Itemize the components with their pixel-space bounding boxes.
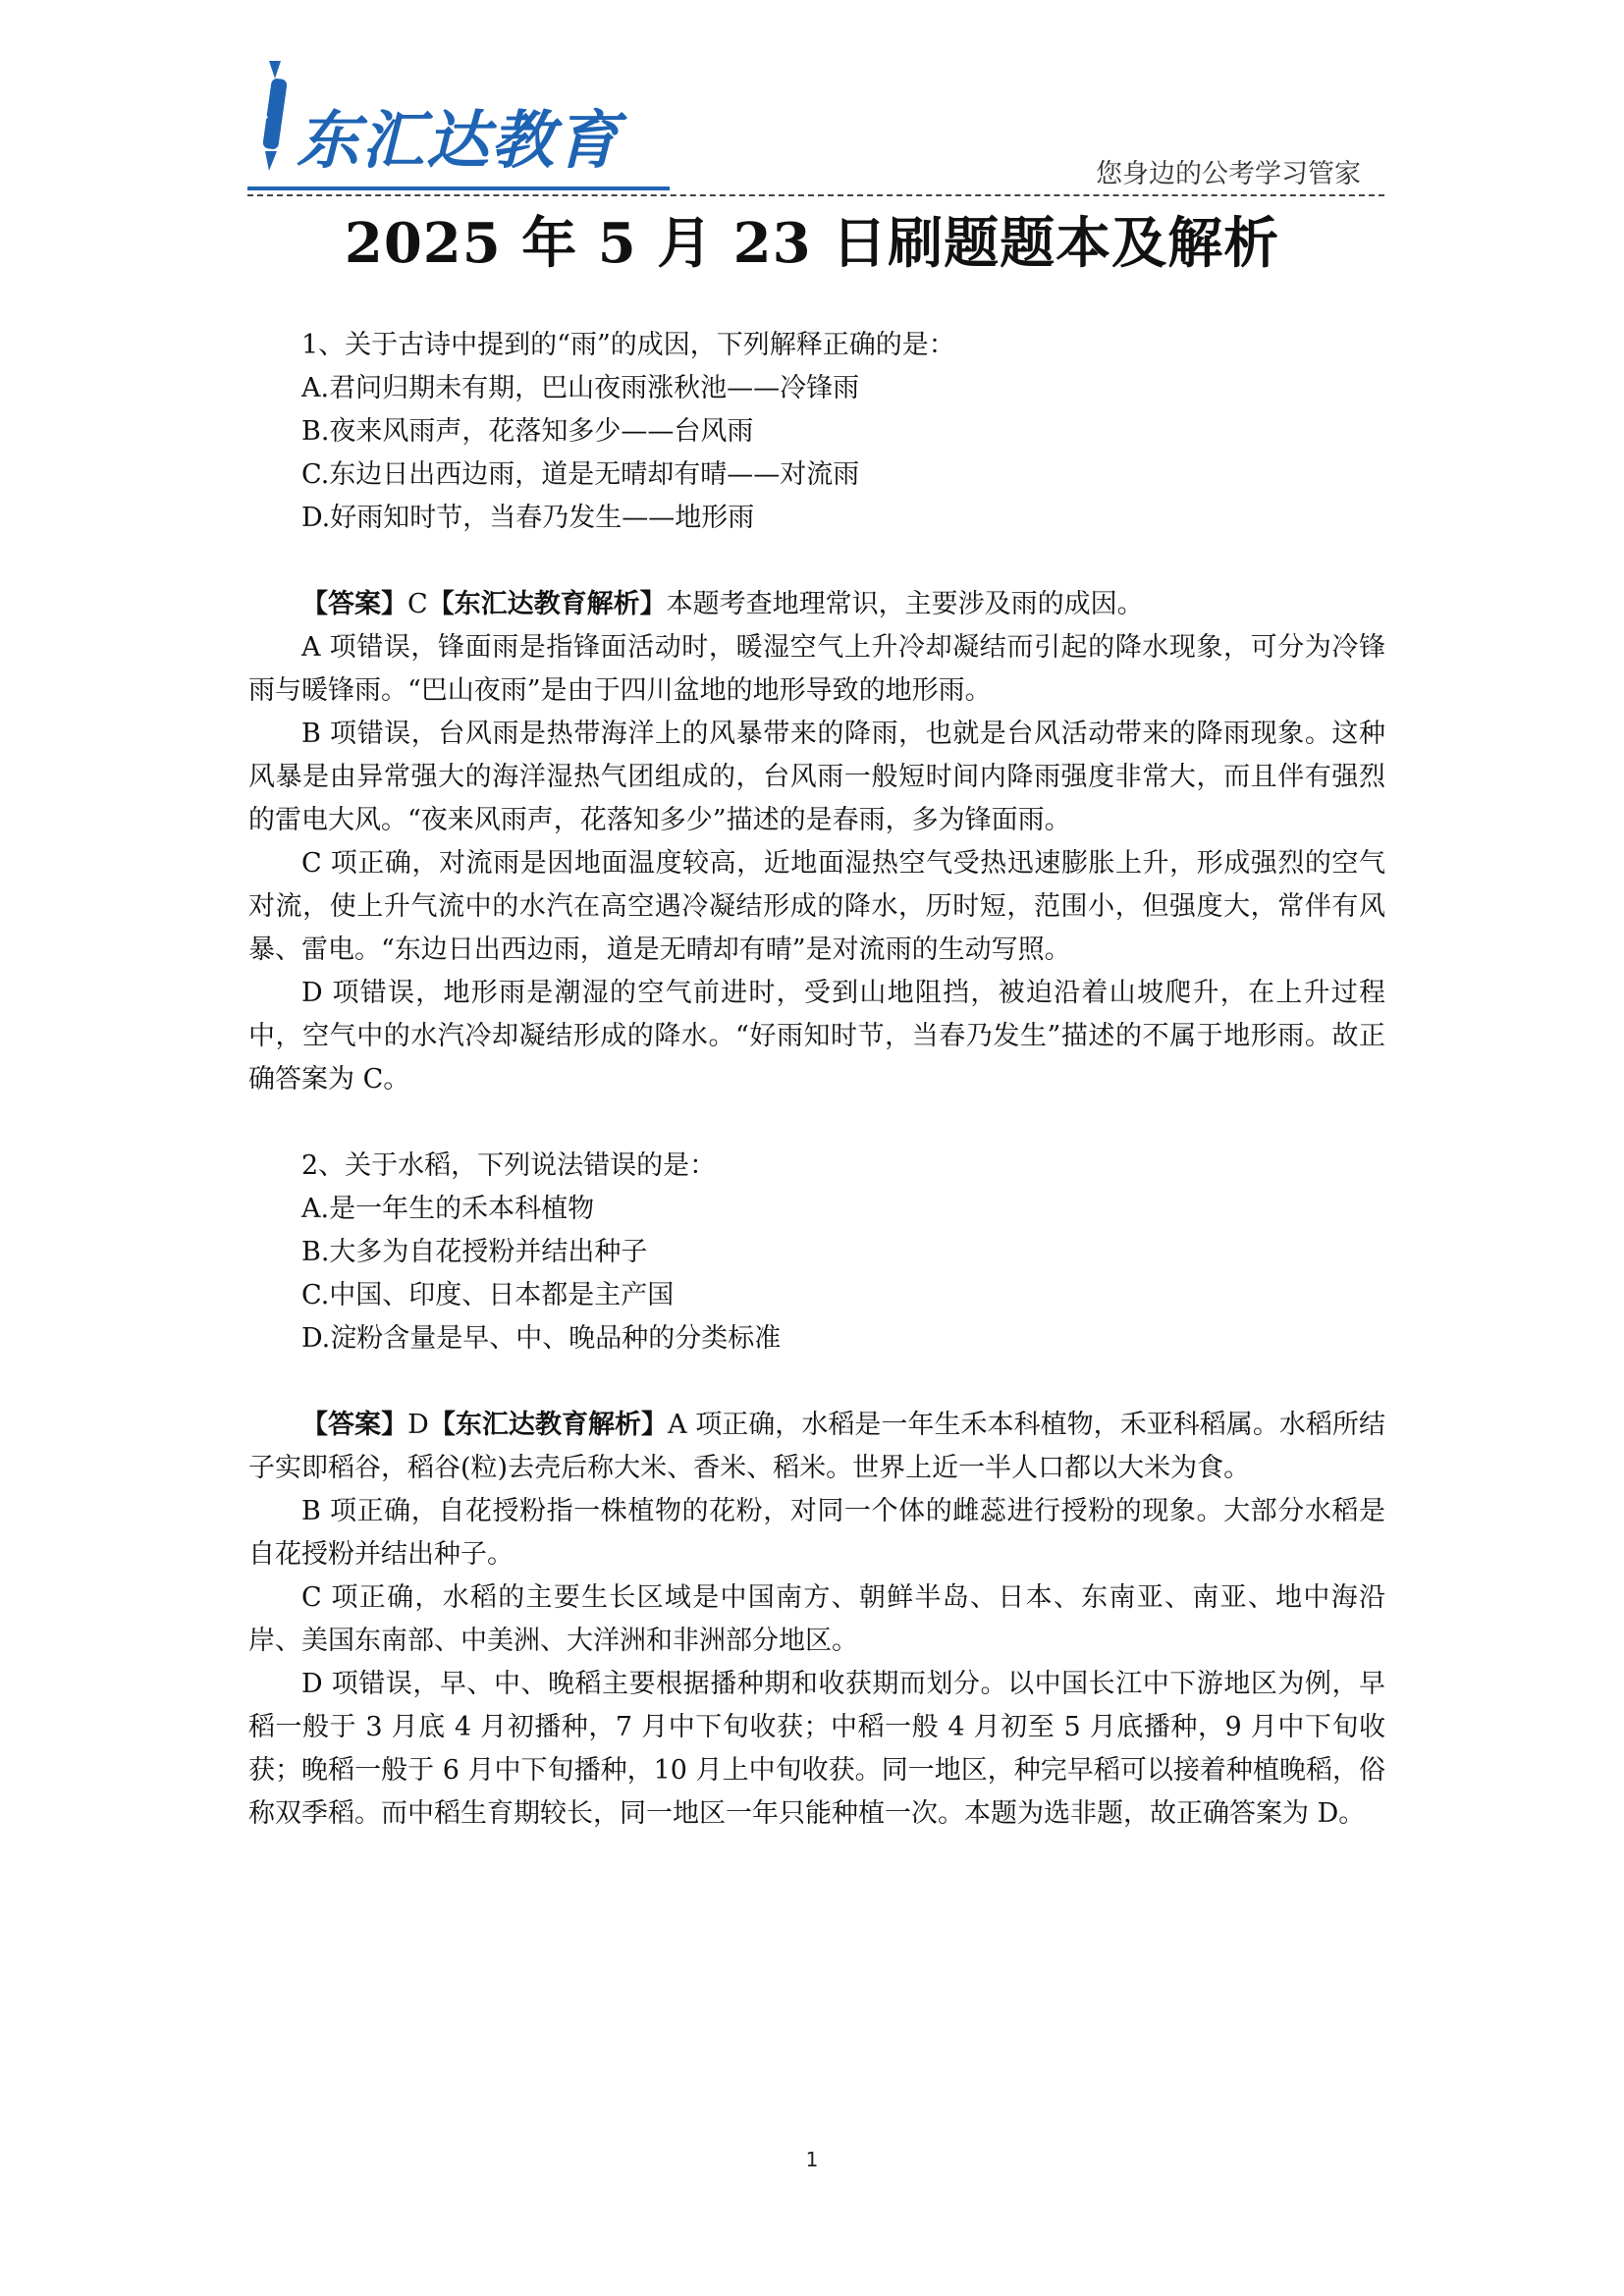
logo-wordmark: 东汇达教育 bbox=[297, 105, 621, 178]
question-2-option-d: D.淀粉含量是早、中、晚品种的分类标准 bbox=[301, 1323, 782, 1354]
document-title: 2025 年 5 月 23 日刷题题本及解析 bbox=[344, 211, 1280, 276]
question-2: 2、关于水稻，下列说法错误的是： bbox=[301, 1150, 717, 1181]
question-1-answer bbox=[248, 583, 1385, 626]
analysis-intro: A 项正确，水稻是一年生禾本科植物，禾亚科稻属。水稻所结子实即稻谷，稻谷(粒)去壳后称大米、香米、稻米。世界上近一半人口都以大米为食。 bbox=[248, 1410, 1385, 1483]
analysis-paragraph: A 项错误，锋面雨是指锋面活动时，暖湿空气上升冷却凝结而引起的降水现象，可分为冷锋雨与暖锋雨。“巴山夜雨”是由于四川盆地的地形导致的地形雨。 bbox=[248, 632, 1385, 706]
header-tagline: 您身边的公考学习管家 bbox=[1096, 159, 1361, 189]
analysis-paragraph: D 项错误，早、中、晚稻主要根据播种期和收获期而划分。以中国长江中下游地区为例，早稻一般于 3 月底 4 月初播种，7 月中下旬收获；中稻一般 4 月初至 5 月底播种，9 月中下旬收获；晚稻一般于 6 月中下旬播种，10 月上中旬收获。同一地区，种完早稻可以接着种植晚稻，俗称双季稻。而中稻生育期较长，同一地区一年只能种植一次。本题为选非题，故正确答案为 D。 bbox=[248, 1669, 1385, 1829]
page-header bbox=[247, 51, 1384, 198]
header-divider bbox=[247, 194, 1384, 196]
analysis-label: 【东汇达教育解析】 bbox=[428, 1410, 669, 1440]
question-2-option-a: A.是一年生的禾本科植物 bbox=[301, 1194, 595, 1224]
answer-letter: C bbox=[407, 589, 428, 619]
question-1-option-b: B.夜来风雨声，花落知多少——台风雨 bbox=[301, 416, 754, 447]
question-1: 1、关于古诗中提到的“雨”的成因，下列解释正确的是： bbox=[301, 330, 955, 360]
answer-label: 【答案】 bbox=[301, 589, 407, 619]
question-2-option-b: B.大多为自花授粉并结出种子 bbox=[301, 1237, 648, 1267]
question-2-answer bbox=[248, 1404, 1385, 1490]
question-1-option-c: C.东边日出西边雨，道是无晴却有晴——对流雨 bbox=[301, 459, 860, 490]
pen-logo-icon bbox=[247, 57, 300, 173]
analysis-paragraph: C 项正确，对流雨是因地面温度较高，近地面湿热空气受热迅速膨胀上升，形成强烈的空气对流，使上升气流中的水汽在高空遇冷凝结形成的降水，历时短，范围小，但强度大，常伴有风暴、雷电。“东边日出西边雨，道是无晴却有晴”是对流雨的生动写照。 bbox=[248, 848, 1385, 965]
answer-letter: D bbox=[407, 1410, 429, 1440]
logo-underline bbox=[247, 187, 670, 190]
analysis-intro: 本题考查地理常识，主要涉及雨的成因。 bbox=[666, 589, 1144, 619]
answer-label: 【答案】 bbox=[301, 1410, 408, 1440]
analysis-label: 【东汇达教育解析】 bbox=[427, 589, 667, 619]
document-body bbox=[248, 324, 1385, 1836]
analysis-paragraph: B 项错误，台风雨是热带海洋上的风暴带来的降雨，也就是台风活动带来的降雨现象。这种风暴是由异常强大的海洋湿热气团组成的，台风雨一般短时间内降雨强度非常大，而且伴有强烈的雷电大风。“夜来风雨声，花落知多少”描述的是春雨，多为锋面雨。 bbox=[248, 719, 1385, 835]
question-2-option-c: C.中国、印度、日本都是主产国 bbox=[301, 1280, 675, 1310]
question-1-option-a: A.君问归期未有期，巴山夜雨涨秋池——冷锋雨 bbox=[301, 373, 860, 403]
analysis-paragraph: C 项正确，水稻的主要生长区域是中国南方、朝鲜半岛、日本、东南亚、南亚、地中海沿岸、美国东南部、中美洲、大洋洲和非洲部分地区。 bbox=[248, 1582, 1385, 1656]
page-number: 1 bbox=[805, 2148, 819, 2171]
analysis-paragraph: D 项错误，地形雨是潮湿的空气前进时，受到山地阻挡，被迫沿着山坡爬升，在上升过程中，空气中的水汽冷却凝结形成的降水。“好雨知时节，当春乃发生”描述的不属于地形雨。故正确答案为 C。 bbox=[248, 978, 1385, 1095]
analysis-paragraph: B 项正确，自花授粉指一株植物的花粉，对同一个体的雌蕊进行授粉的现象。大部分水稻是自花授粉并结出种子。 bbox=[248, 1496, 1385, 1570]
brand-logo bbox=[247, 57, 679, 178]
question-1-option-d: D.好雨知时节，当春乃发生——地形雨 bbox=[301, 503, 755, 533]
